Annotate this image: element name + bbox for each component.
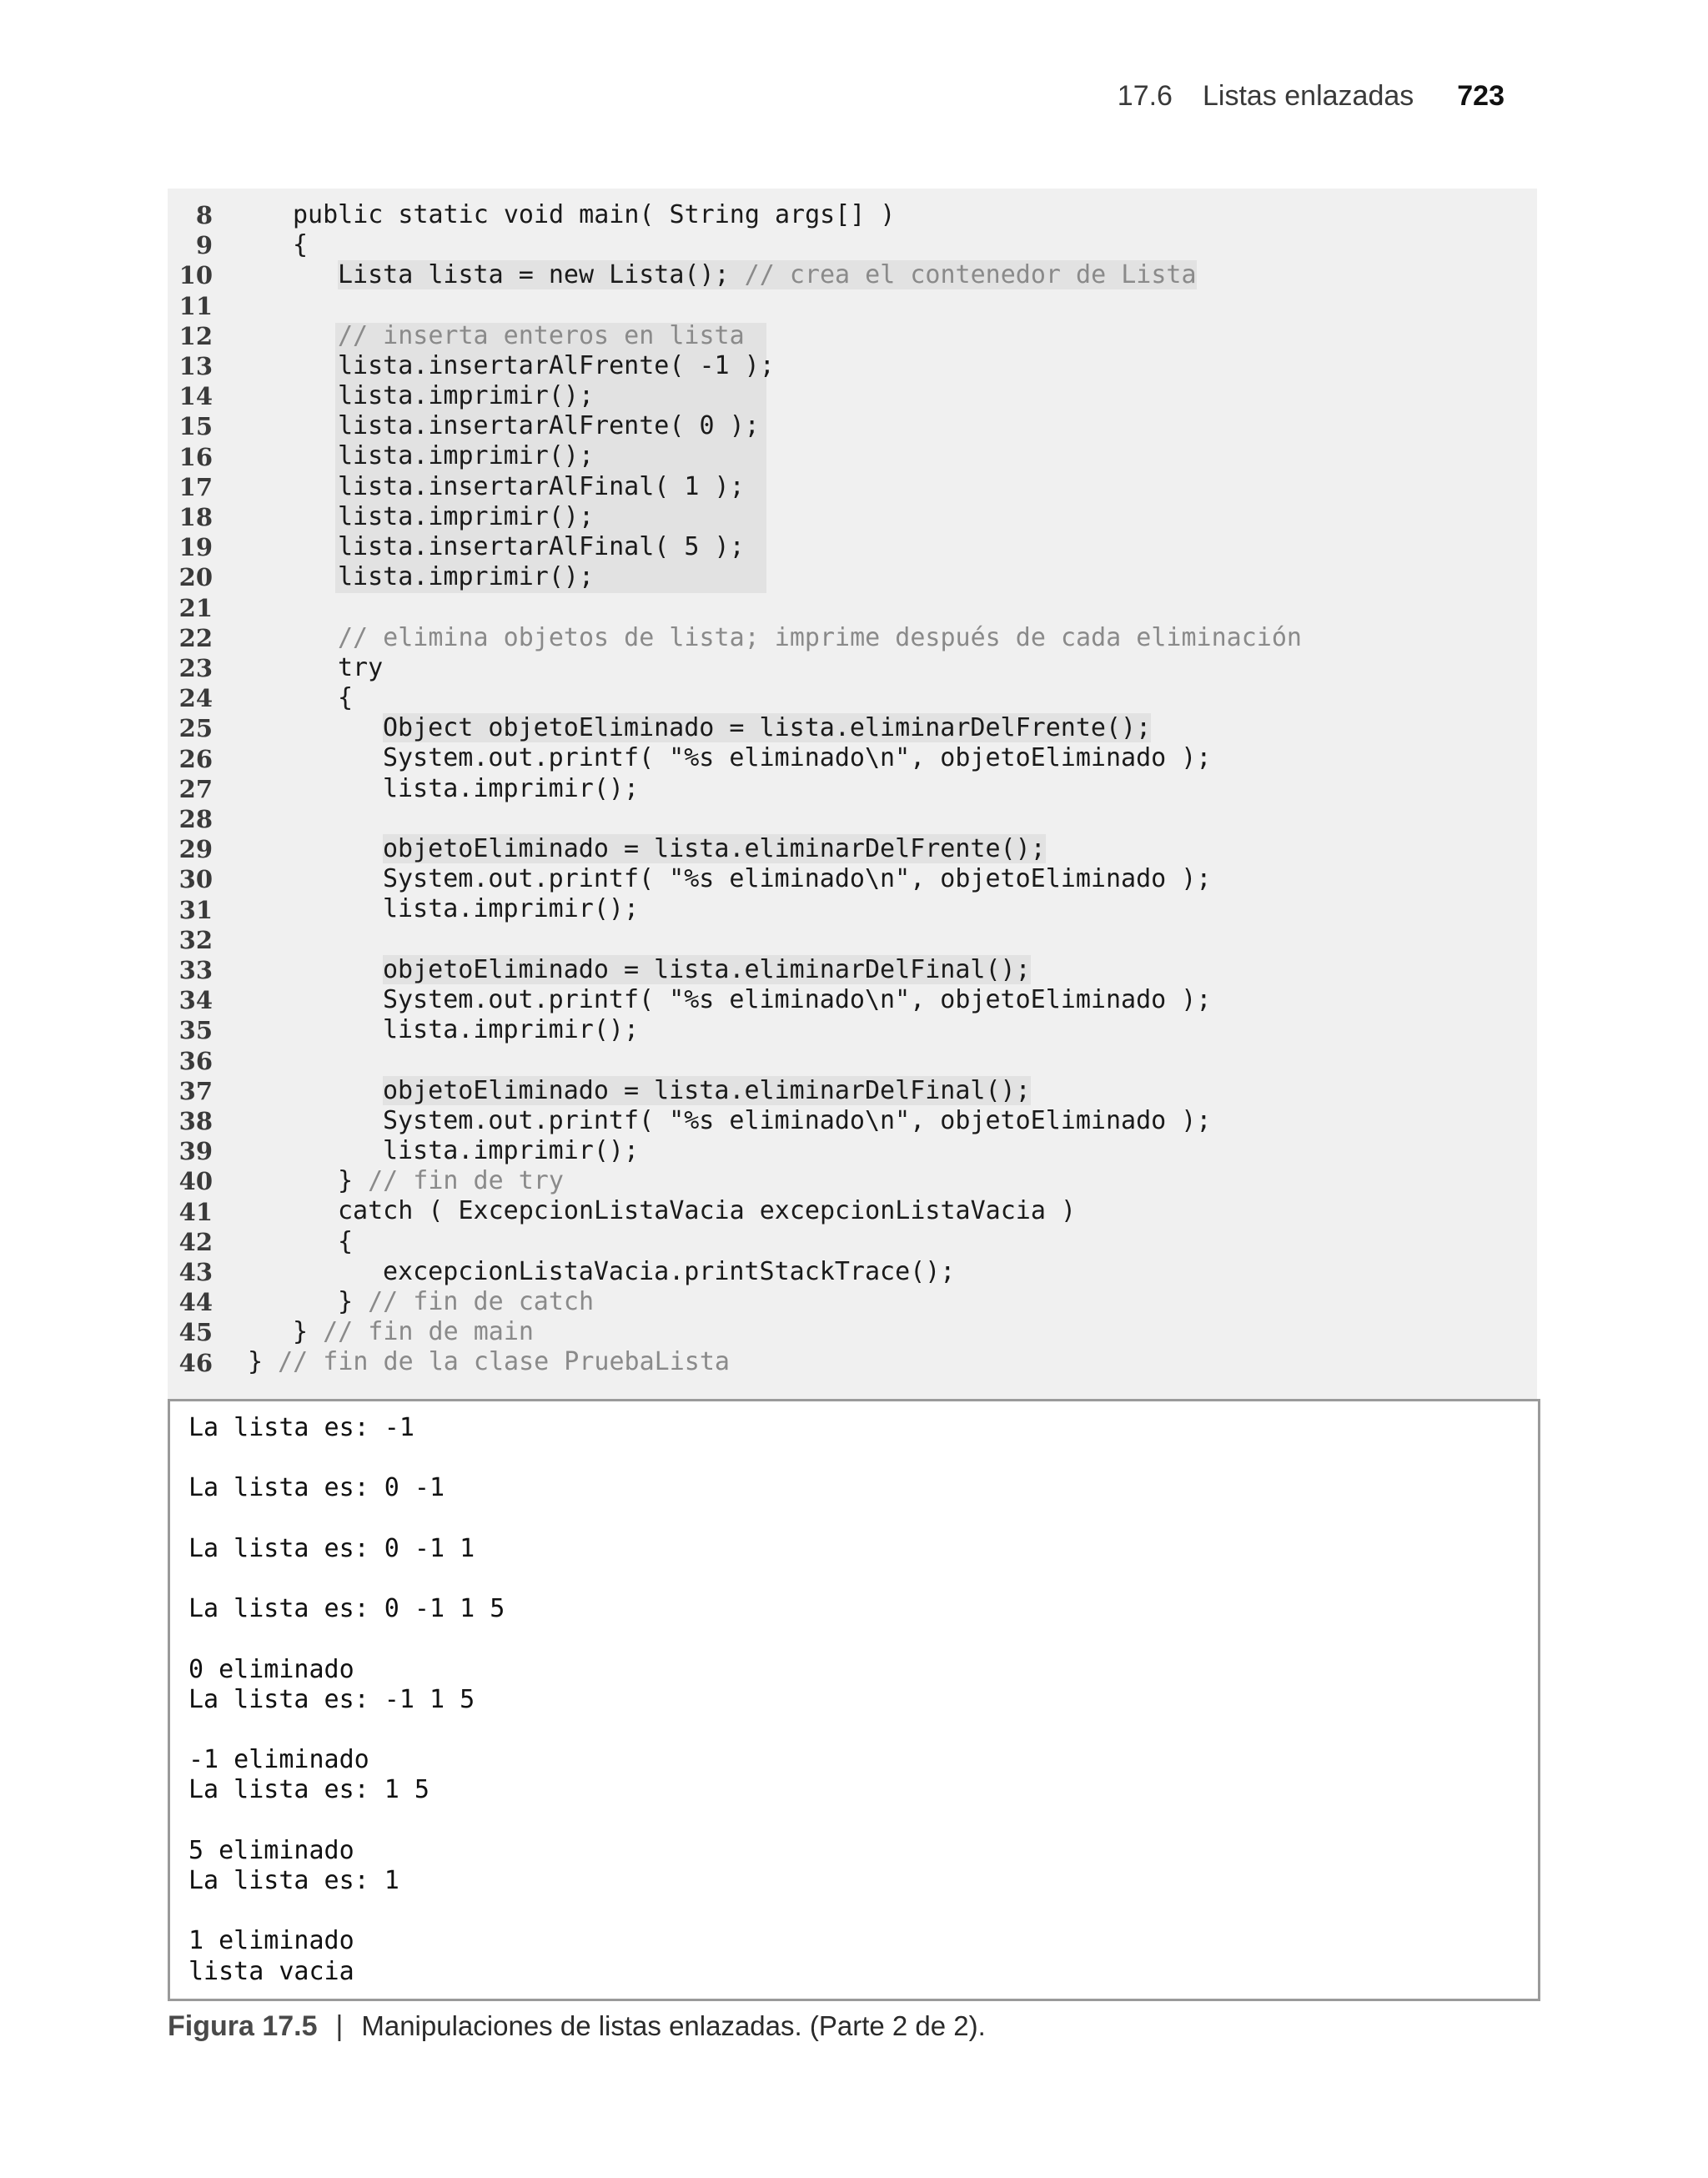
section-title: Listas enlazadas xyxy=(1202,80,1414,112)
code-line-34: System.out.printf( "%s eliminado\n", objetoEliminado ); xyxy=(383,985,1212,1014)
line-number: 37 xyxy=(178,1076,213,1105)
code-line-20: lista.imprimir(); xyxy=(338,562,595,591)
line-number: 19 xyxy=(178,533,213,562)
output-line: 0 eliminado xyxy=(188,1654,354,1684)
code-line-18: lista.imprimir(); xyxy=(338,502,595,531)
line-number: 35 xyxy=(178,1016,213,1045)
output-line: La lista es: -1 1 5 xyxy=(188,1684,475,1714)
code-line-12: // inserta enteros en lista xyxy=(338,321,745,350)
line-number: 43 xyxy=(178,1258,213,1286)
code-line-41: catch ( ExcepcionListaVacia excepcionListaVacia ) xyxy=(338,1196,1077,1225)
line-number: 45 xyxy=(178,1318,213,1347)
line-number: 27 xyxy=(178,774,213,803)
line-number: 14 xyxy=(178,382,213,411)
line-number: 44 xyxy=(178,1288,213,1317)
line-number: 25 xyxy=(178,714,213,743)
line-number: 29 xyxy=(178,835,213,864)
code-line-37: objetoEliminado = lista.eliminarDelFinal(); xyxy=(383,1076,1031,1105)
output-line: La lista es: 1 5 xyxy=(188,1775,430,1805)
line-number: 21 xyxy=(178,593,213,622)
line-number: 36 xyxy=(178,1046,213,1075)
line-number: 42 xyxy=(178,1227,213,1256)
line-number: 22 xyxy=(178,623,213,652)
line-number: 11 xyxy=(178,291,213,320)
code-line-14: lista.imprimir(); xyxy=(338,381,595,410)
output-line: 1 eliminado xyxy=(188,1926,354,1956)
line-number: 15 xyxy=(178,412,213,441)
output-line: La lista es: 0 -1 1 xyxy=(188,1533,475,1563)
code-listing xyxy=(168,189,1537,1400)
output-line: La lista es: 0 -1 xyxy=(188,1473,445,1503)
code-line-35: lista.imprimir(); xyxy=(383,1015,640,1044)
caption-separator: | xyxy=(335,2010,344,2042)
code-line-27: lista.imprimir(); xyxy=(383,774,640,803)
line-number: 10 xyxy=(178,261,213,290)
code-line-43: excepcionListaVacia.printStackTrace(); xyxy=(383,1257,956,1286)
line-number: 39 xyxy=(178,1137,213,1166)
line-number: 33 xyxy=(178,956,213,984)
code-line-23: try xyxy=(338,653,384,682)
figure-caption xyxy=(168,2010,986,2043)
line-number: 18 xyxy=(178,503,213,531)
code-line-13: lista.insertarAlFrente( -1 ); xyxy=(338,351,775,380)
code-line-8: public static void main( String args[] ) xyxy=(293,200,896,229)
line-number: 24 xyxy=(178,684,213,713)
output-line: lista vacia xyxy=(188,1956,354,1986)
line-number: 17 xyxy=(178,472,213,501)
caption-text: Manipulaciones de listas enlazadas. (Parte 2 de 2). xyxy=(361,2010,986,2041)
output-line: La lista es: -1 xyxy=(188,1413,414,1442)
output-line: -1 eliminado xyxy=(188,1745,369,1775)
output-line: 5 eliminado xyxy=(188,1835,354,1865)
line-number: 8 xyxy=(195,201,213,229)
code-line-46: } // fin de la clase PruebaLista xyxy=(248,1347,730,1376)
output-line: La lista es: 1 xyxy=(188,1866,399,1895)
code-line-22: // elimina objetos de lista; imprime después de cada eliminación xyxy=(338,623,1302,652)
line-number: 9 xyxy=(195,231,213,260)
code-line-15: lista.insertarAlFrente( 0 ); xyxy=(338,411,760,440)
code-line-25: Object objetoEliminado = lista.eliminarDelFrente(); xyxy=(383,713,1152,742)
code-line-31: lista.imprimir(); xyxy=(383,894,640,923)
code-line-9: { xyxy=(293,230,309,259)
section-number: 17.6 xyxy=(1117,80,1173,112)
line-number: 23 xyxy=(178,654,213,682)
running-header xyxy=(1118,80,1505,113)
page-number: 723 xyxy=(1457,80,1505,112)
line-number: 30 xyxy=(178,865,213,894)
line-number: 40 xyxy=(178,1167,213,1196)
code-line-10: Lista lista = new Lista(); // crea el contenedor de Lista xyxy=(338,260,1197,289)
line-number: 20 xyxy=(178,563,213,592)
code-line-17: lista.insertarAlFinal( 1 ); xyxy=(338,472,745,501)
code-line-39: lista.imprimir(); xyxy=(383,1136,640,1165)
line-number: 13 xyxy=(178,352,213,380)
code-line-44: } // fin de catch xyxy=(338,1287,595,1316)
line-number: 31 xyxy=(178,895,213,924)
code-line-16: lista.imprimir(); xyxy=(338,441,595,470)
code-line-33: objetoEliminado = lista.eliminarDelFinal(); xyxy=(383,955,1031,984)
code-line-42: { xyxy=(338,1227,354,1256)
output-line: La lista es: 0 -1 1 5 xyxy=(188,1594,505,1624)
code-line-45: } // fin de main xyxy=(293,1317,534,1346)
code-line-24: { xyxy=(338,683,354,712)
code-line-19: lista.insertarAlFinal( 5 ); xyxy=(338,532,745,561)
line-number: 41 xyxy=(178,1197,213,1226)
line-number: 32 xyxy=(178,925,213,954)
code-line-38: System.out.printf( "%s eliminado\n", objetoEliminado ); xyxy=(383,1106,1212,1135)
figure-label: Figura 17.5 xyxy=(168,2010,318,2042)
line-number: 34 xyxy=(178,986,213,1015)
line-number: 46 xyxy=(178,1348,213,1377)
code-line-29: objetoEliminado = lista.eliminarDelFrente(); xyxy=(383,834,1046,863)
line-number: 12 xyxy=(178,321,213,350)
code-line-40: } // fin de try xyxy=(338,1166,564,1195)
line-number: 28 xyxy=(178,805,213,833)
line-number: 38 xyxy=(178,1107,213,1135)
line-number: 16 xyxy=(178,442,213,471)
code-line-30: System.out.printf( "%s eliminado\n", objetoEliminado ); xyxy=(383,864,1212,893)
program-output xyxy=(168,1399,1540,2001)
code-line-26: System.out.printf( "%s eliminado\n", objetoEliminado ); xyxy=(383,743,1212,772)
line-number: 26 xyxy=(178,744,213,773)
